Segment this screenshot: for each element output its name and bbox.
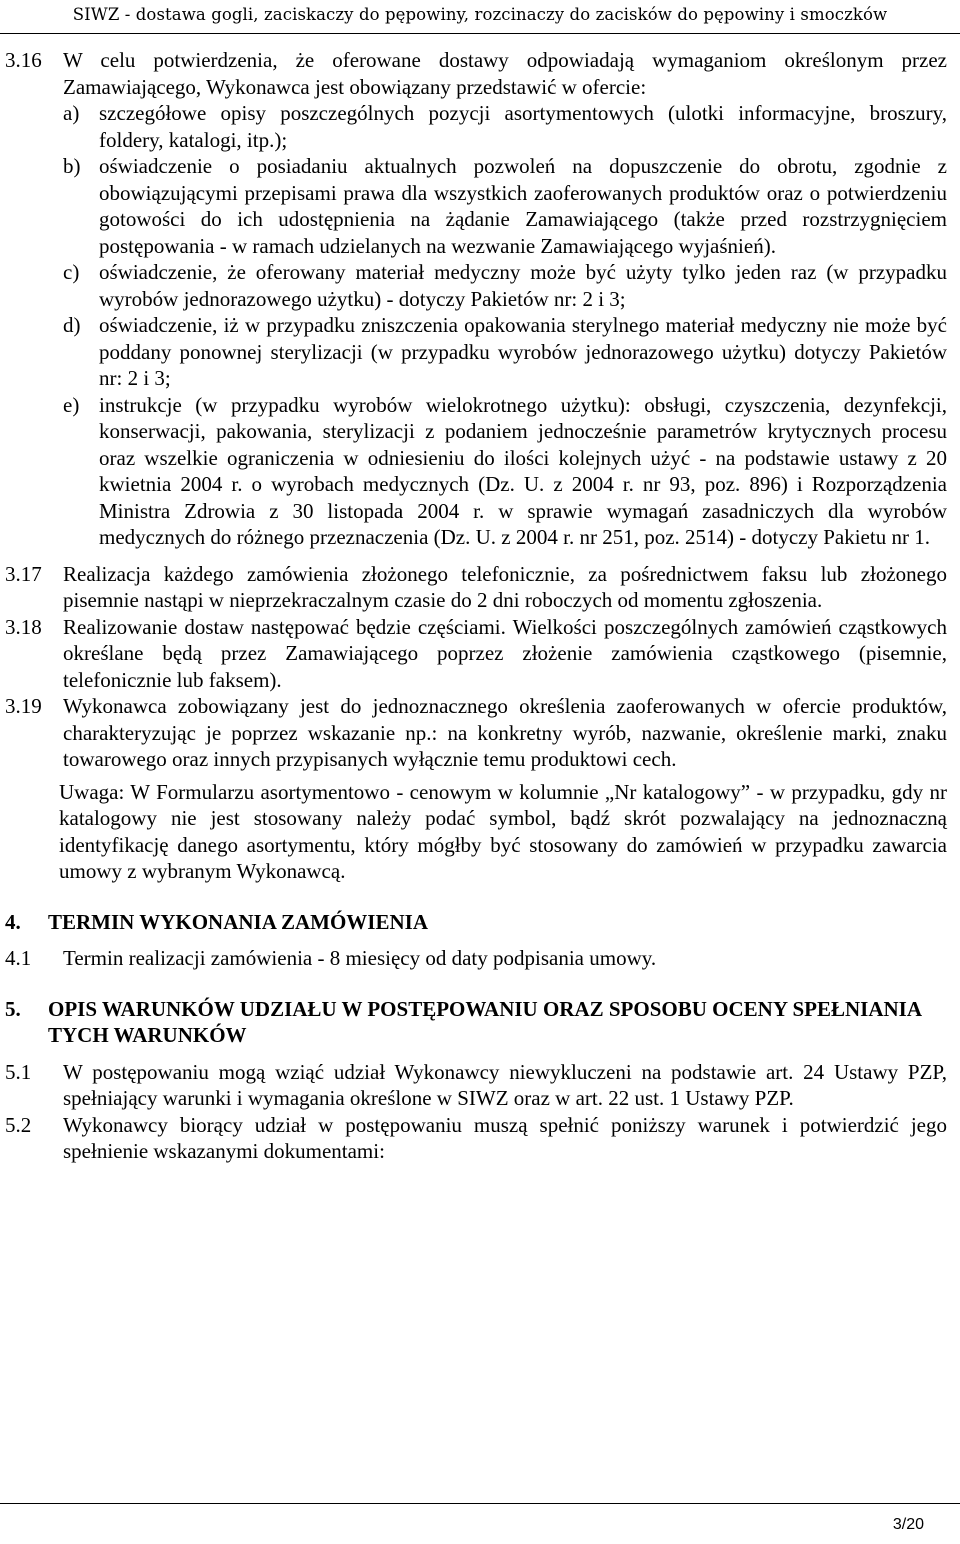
list-item [63,153,947,259]
section-number: 5.2 [5,1112,32,1137]
section-number: 4.1 [5,946,32,970]
section-3-16 [0,47,960,551]
section-3-18 [0,614,960,694]
section-number: 3.18 [5,614,42,639]
section-title: TERMIN WYKONANIA ZAMÓWIENIA [48,909,428,934]
list-item [63,392,947,551]
section-3-17 [0,561,960,614]
document-content [0,47,960,1165]
list-item-letter: b) [63,154,81,178]
list-item-letter: c) [63,260,80,284]
section-text: Wykonawca zobowiązany jest do jednoznacznego określenia zaoferowanych w ofercie produktów, charakteryzując je poprzez wskazanie np.: na konkretny wyrób, nazwanie, określenie marki, znaku towarowego oraz innych przypisanych wyłącznie temu produktowi cech. [63,694,947,771]
section-body [63,47,947,551]
section-5-1 [0,1059,960,1112]
list-item-text: szczegółowe opisy poszczególnych pozycji asortymentowych (ulotki informacyjne, broszury, foldery, katalogi, itp.); [99,101,947,152]
list-item-text: oświadczenie o posiadaniu aktualnych pozwoleń na dopuszczenie do obrotu, zgodnie z obowiązującymi przepisami prawa dla wszystkich zaoferowanych produktów oraz o potwierdzeniu gotowości do ich udostępnienia na żądanie Zamawiającego (także przed rozstrzygnięciem postępowania - w ramach udzielanych na wezwanie Zamawiającego wyjaśnień). [99,154,947,258]
section-4-heading [0,909,960,936]
list-item-letter: d) [63,313,81,337]
section-note: Uwaga: W Formularzu asortymentowo - cenowym w kolumnie „Nr katalogowy” - w przypadku, gdy nr katalogowy nie jest stosowany należy podać symbol, bądź skrót pozwalający na jednoznaczną identyfikację danego asortymentu, który mógłby być stosowany do zamówień w przypadku zawarcia umowy z wybranym Wykonawcą. [59,779,947,883]
section-5-heading [0,996,960,1049]
section-number: 3.19 [5,694,42,718]
list-item-text: oświadczenie, że oferowany materiał medyczny może być użyty tylko jeden raz (w przypadku wyrobów jednorazowego użytku) - dotyczy Pakietów nr: 2 i 3; [99,260,947,311]
section-number: 3.17 [5,561,42,586]
section-text: Wykonawcy biorący udział w postępowaniu muszą spełnić poniższy warunek i potwierdzić jego spełnienie wskazanymi dokumentami: [63,1112,947,1163]
section-4-1 [0,945,960,972]
page-header: SIWZ - dostawa gogli, zaciskaczy do pępowiny, rozcinaczy do zacisków do pępowiny i smoczków [72,5,888,24]
list-item-letter: e) [63,392,80,417]
section-number: 4. [5,909,21,934]
list-item-text: oświadczenie, iż w przypadku zniszczenia opakowania sterylnego materiał medyczny nie może być poddany ponownej sterylizacji (w przypadku wyrobów jednorazowego użytku) dotyczy Pakietów nr: 2 i 3; [99,313,947,390]
section-text: Termin realizacji zamówienia - 8 miesięcy od daty podpisania umowy. [63,946,657,970]
section-text: Realizacja każdego zamówienia złożonego telefonicznie, za pośrednictwem faksu lub złożonego pisemnie nastąpi w nieprzekraczalnym czasie do 2 dni roboczych od momentu zgłoszenia. [63,561,947,612]
list-item [63,100,947,153]
list-item-letter: a) [63,101,80,125]
section-text: Realizowanie dostaw następować będzie częściami. Wielkości poszczególnych zamówień cząstkowych określane będą przez Zamawiającego poprzez złożenie zamówienia cząstkowego (pisemnie, telefonicznie lub faksem). [63,614,947,692]
header-divider [0,33,960,34]
section-3-19 [0,693,960,773]
section-5-2 [0,1112,960,1165]
section-intro: W celu potwierdzenia, że oferowane dostawy odpowiadają wymaganiom określonym przez Zamawiającego, Wykonawca jest obowiązany przedstawić w ofercie: [63,48,947,99]
section-number: 3.16 [5,48,42,72]
section-number: 5. [5,996,21,1021]
list-item [63,259,947,312]
section-text: W postępowaniu mogą wziąć udział Wykonawcy niewykluczeni na podstawie art. 24 Ustawy PZP, spełniający warunki i wymagania określone w SIWZ oraz w art. 22 ust. 1 Ustawy PZP. [63,1059,947,1110]
list-item [63,312,947,392]
section-title: OPIS WARUNKÓW UDZIAŁU W POSTĘPOWANIU ORAZ SPOSOBU OCENY SPEŁNIANIA TYCH WARUNKÓW [48,996,921,1047]
section-number: 5.1 [5,1059,32,1084]
footer-divider [0,1503,960,1504]
list-item-text: instrukcje (w przypadku wyrobów wielokrotnego użytku): obsługi, czyszczenia, dezynfekcji, konserwacji, pakowania, sterylizacji z podaniem jednocześnie parametrów krytycznych procesu oraz wszelkie ograniczenia w odniesieniu do ilości kolejnych użyć - na podstawie ustawy z 20 kwietnia 2004 r. o wyrobach medycznych (Dz. U. z 2004 r. nr 93, poz. 896) i Rozporządzenia Ministra Zdrowia z 30 listopada 2004 r. w sprawie wymagań zasadniczych dla wyrobów medycznych do różnego przeznaczenia (Dz. U. z 2004 r. nr 251, poz. 2514) - dotyczy Pakietu nr 1. [99,392,947,549]
page-number: 3/20 [892,1516,924,1533]
